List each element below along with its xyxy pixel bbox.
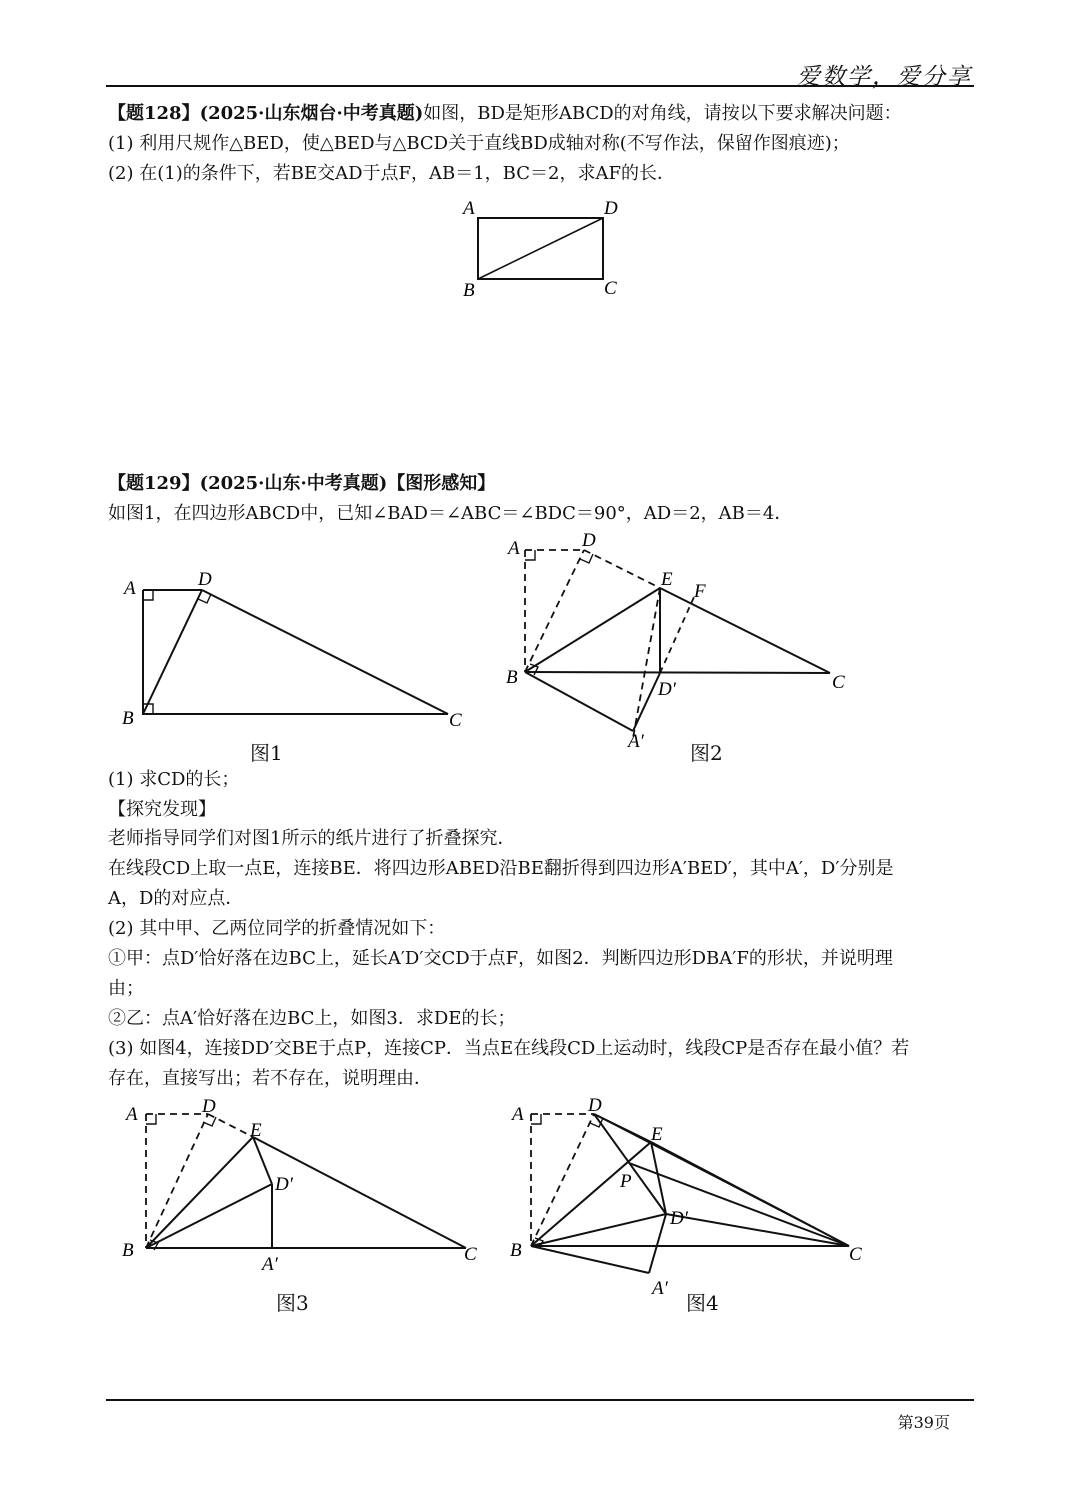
fig1-label-b: B [122, 708, 134, 729]
q128-title-line [108, 101, 902, 127]
label-b: B [463, 280, 475, 301]
label-a: A [463, 198, 475, 219]
q129-fold-line2: A，D的对应点． [108, 888, 244, 909]
fig2-de-dashed [584, 550, 660, 588]
fig2-label-ap: A′ [628, 731, 644, 750]
fig2-be [525, 588, 660, 672]
figure-2 [498, 525, 868, 750]
fig3-label-b: B [122, 1240, 134, 1261]
q128-title: 【题128】(2025·山东烟台·中考真题) [108, 103, 424, 124]
fig1-label-a: A [124, 578, 136, 599]
fig4-bd-dashed [531, 1114, 594, 1246]
q128-intro: 如图，BD是矩形ABCD的对角线，请按以下要求解决问题： [423, 103, 902, 124]
fig3-right-a [146, 1114, 156, 1124]
fig4-label-c: C [849, 1244, 862, 1265]
fig3-caption: 图3 [276, 1291, 309, 1315]
q129-q3-line2: 存在，直接写出；若不存在，说明理由． [108, 1068, 432, 1089]
fig2-label-f: F [694, 581, 706, 602]
fig2-caption: 图2 [690, 741, 723, 765]
fig1-dc [202, 590, 448, 714]
fig2-label-b: B [506, 667, 518, 688]
diagonal-bd [478, 218, 603, 279]
fig4-pc [629, 1163, 849, 1246]
q129-intro: 如图1，在四边形ABCD中，已知∠BAD＝∠ABC＝∠BDC＝90°，AD＝2，AB＝4． [108, 503, 793, 524]
q128-figure [455, 192, 635, 302]
fig3-label-ap: A′ [262, 1254, 278, 1275]
fig4-label-e: E [651, 1124, 663, 1145]
fig4-label-ap: A′ [652, 1278, 668, 1299]
fig2-ad [633, 673, 660, 731]
q129-yi: ②乙：点A′恰好落在边BC上，如图3．求DE的长； [108, 1008, 516, 1029]
fig3-be [146, 1137, 253, 1248]
q129-q1: (1) 求CD的长； [108, 769, 240, 790]
q128-part2: (2) 在(1)的条件下，若BE交AD于点F，AB＝1，BC＝2，求AF的长． [108, 163, 675, 184]
fig3-right-d [203, 1117, 216, 1126]
header-slogan: 爱数学，爱分享 [797, 64, 972, 90]
fig4-label-a: A [512, 1104, 524, 1125]
fig4-right-d [590, 1118, 603, 1127]
fig3-label-d: D [202, 1096, 216, 1117]
fig2-ec [660, 588, 830, 673]
q128-part1: (1) 利用尺规作△BED，使△BED与△BCD关于直线BD成轴对称(不写作法，保留作图痕迹)； [108, 133, 850, 154]
fig3-label-e: E [250, 1120, 262, 1141]
fig4-dpc [666, 1214, 849, 1246]
fig3-de-dashed [208, 1114, 253, 1137]
fig1-quad [143, 590, 448, 714]
page-number: 第39页 [897, 1413, 950, 1432]
fig3-label-c: C [464, 1244, 477, 1265]
fig4-bdp [531, 1214, 666, 1246]
fig3-label-a: A [126, 1104, 138, 1125]
fig3-label-dp: D′ [275, 1174, 293, 1195]
fig2-right-d [580, 554, 593, 563]
fig4-apdp [649, 1214, 666, 1273]
fig2-df-dashed [633, 588, 660, 738]
q129-explore-intro: 老师指导同学们对图1所示的纸片进行了折叠探究． [108, 828, 516, 849]
fig1-label-d: D [198, 569, 212, 590]
label-d: D [604, 198, 618, 219]
figure-3 [108, 1092, 498, 1292]
fig1-label-c: C [449, 710, 462, 731]
fig2-ba [525, 672, 633, 731]
fig2-right-a [525, 550, 535, 560]
fig3-edp [253, 1137, 272, 1184]
fig3-bd-dashed [146, 1114, 208, 1248]
fig1-right-a [143, 590, 153, 600]
fig2-label-dp: D′ [658, 679, 676, 700]
fig2-bc [525, 672, 830, 673]
label-c: C [604, 278, 617, 299]
fig4-right-a [531, 1114, 541, 1124]
fig2-label-c: C [832, 672, 845, 693]
fig4-label-d: D [588, 1095, 602, 1116]
fig1-caption: 图1 [250, 741, 283, 765]
fig3-bdp [146, 1184, 272, 1248]
fig2-label-d: D [582, 530, 596, 551]
q129-title: 【题129】(2025·山东·中考真题)【图形感知】 [108, 473, 496, 494]
q129-q3-line1: (3) 如图4，连接DD′交BE于点P，连接CP．当点E在线段CD上运动时，线段CP是否存在最小值？若 [108, 1038, 910, 1059]
fig4-label-p: P [620, 1171, 632, 1192]
fig2-label-e: E [661, 569, 673, 590]
fig4-label-b: B [510, 1240, 522, 1261]
q129-jia-line1: ①甲：点D′恰好落在边BC上，延长A′D′交CD于点F，如图2．判断四边形DBA′F的形状，并说明理 [108, 948, 893, 969]
figure-1 [108, 560, 488, 740]
fig4-caption: 图4 [686, 1291, 719, 1315]
fig4-dc [594, 1114, 849, 1246]
fig4-label-dp: D′ [670, 1208, 688, 1229]
figure-4 [498, 1090, 878, 1300]
fig1-bd [143, 590, 202, 714]
q129-fold-line1: 在线段CD上取一点E，连接BE．将四边形ABED沿BE翻折得到四边形A′BED′，其中A′，D′分别是 [108, 858, 894, 879]
fig2-label-a: A [508, 538, 520, 559]
fig4-bap [531, 1246, 649, 1273]
q129-jia-line2: 由； [108, 978, 144, 999]
fig2-fp [660, 597, 694, 673]
header-rule [106, 85, 974, 87]
q129-q2: (2) 其中甲、乙两位同学的折叠情况如下： [108, 918, 446, 939]
q129-explore-heading: 【探究发现】 [108, 799, 216, 820]
fig4-be [531, 1142, 651, 1246]
footer-rule [106, 1399, 974, 1401]
